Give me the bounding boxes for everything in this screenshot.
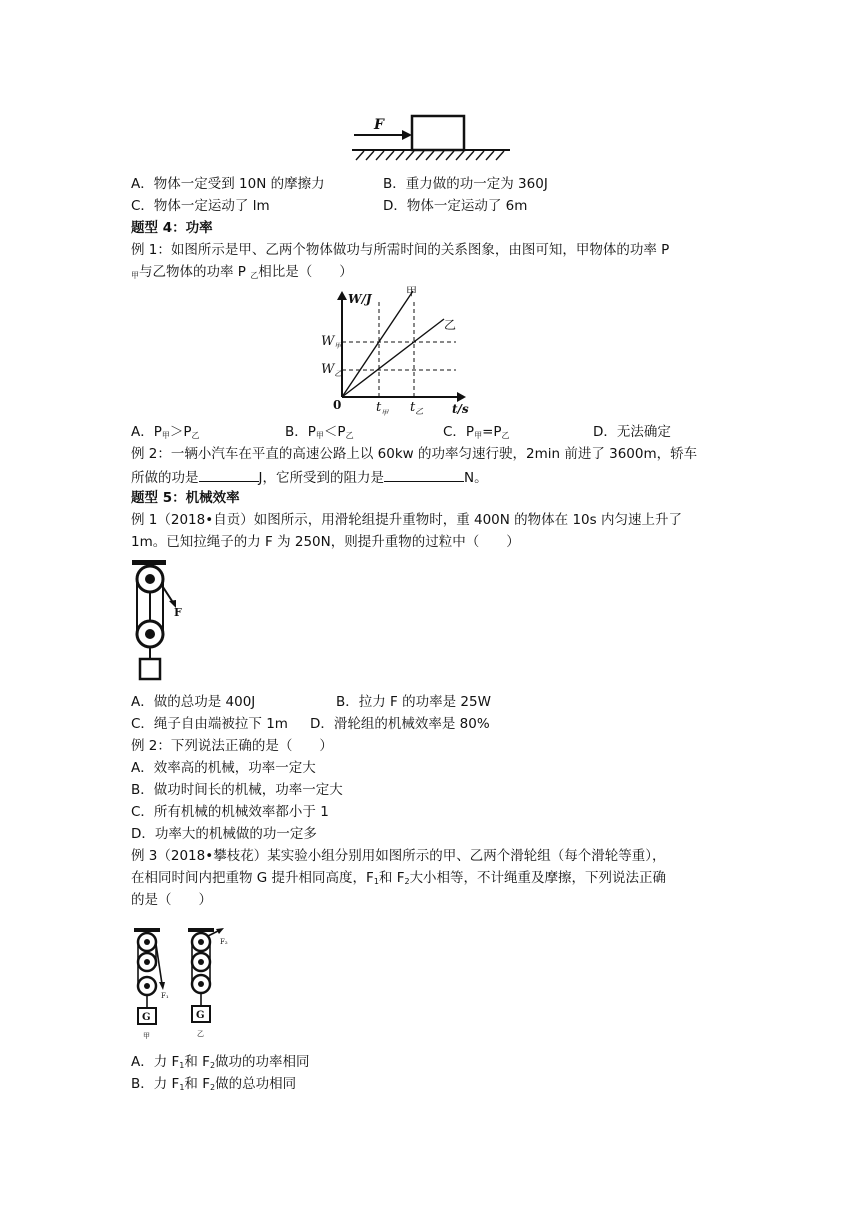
line-jia [342, 291, 413, 397]
s5-ex3-option-a: A．力 $F_1$和 $F_2$做功的功率相同 [131, 1054, 310, 1070]
s4-ex1-option-d: D．无法确定 [593, 424, 671, 440]
section-4-title: 题型 4：功率 [131, 220, 213, 236]
option-c: C．物体一定运动了 lm [131, 198, 270, 214]
s5-ex3-line2: 在相同时间内把重物 G 提升相同高度，$F_1$和 $F_2$大小相等，不计绳重及摩擦，下列说法正确 [131, 870, 667, 886]
sub-jia: 甲 [131, 271, 139, 280]
force-label-f: F [374, 117, 384, 133]
caption-yi: 乙 [197, 1030, 204, 1038]
s4-ex1-option-a: A．$P_甲>P_乙$ [131, 424, 200, 440]
s5-ex2-option-c: C．所有机械的机械效率都小于 1 [131, 804, 329, 820]
s5-ex3-option-b: B．力 $F_1$和 $F_2$做的总功相同 [131, 1076, 297, 1092]
s4-ex1-line2-mid: 与乙物体的功率 P [139, 264, 246, 280]
block-force-figure [350, 112, 512, 164]
option-b: B．重力做的功一定为 360J [383, 176, 548, 192]
line-yi-label: 乙 [444, 318, 457, 332]
s4-ex1-line2 [131, 263, 353, 285]
s4-ex1-line2-end: 相比是（ ） [258, 264, 353, 280]
line-yi [342, 319, 444, 397]
pulley-force-label: F [174, 606, 182, 619]
origin-label: 0 [333, 398, 342, 412]
weight-g-right: G [196, 1010, 205, 1021]
weight-g-left: G [142, 1012, 151, 1023]
s5-ex1-option-b: B．拉力 F 的功率是 25W [336, 694, 491, 710]
caption-jia: 甲 [143, 1032, 150, 1040]
s5-ex2-option-b: B．做功时间长的机械，功率一定大 [131, 782, 343, 798]
option-d: D．物体一定运动了 6m [383, 198, 528, 214]
s5-ex3-line3: 的是（ ） [131, 892, 212, 908]
f1-label: F₁ [161, 992, 169, 1000]
answer-blank-work[interactable] [199, 467, 259, 482]
s5-ex1-option-a: A．做的总功是 400J [131, 694, 256, 710]
s4-ex1-line1: 例 1：如图所示是甲、乙两个物体做功与所需时间的关系图象，由图可知，甲物体的功率 P [131, 242, 670, 258]
s5-ex3-line1: 例 3（2018•攀枝花）某实验小组分别用如图所示的甲、乙两个滑轮组（每个滑轮等重）， [131, 848, 666, 864]
w-yi-label: $W_乙$ [321, 362, 343, 378]
answer-blank-resistance[interactable] [384, 467, 464, 482]
line-jia-label: 甲 [406, 285, 417, 298]
s5-ex1-line1: 例 1（2018•自贡）如图所示，用滑轮组提升重物时，重 400N 的物体在 10s 内匀速上升了 [131, 512, 682, 528]
work-time-graph [318, 285, 478, 420]
x-axis-label: t/s [452, 402, 469, 416]
s5-ex2-option-a: A．效率高的机械，功率一定大 [131, 760, 316, 776]
t-yi-label: $t_乙$ [410, 400, 424, 416]
pulley-system-figure [126, 556, 190, 688]
s5-ex2-option-d: D．功率大的机械做的功一定多 [131, 826, 317, 842]
option-a: A．物体一定受到 10N 的摩擦力 [131, 176, 325, 192]
s4-ex2-line1: 例 2：一辆小汽车在平直的高速公路上以 60kw 的功率匀速行驶，2min 前进了 3600m，轿车 [131, 446, 698, 462]
s5-ex1-option-d: D．滑轮组的机械效率是 80% [310, 716, 490, 732]
two-pulley-sets-figure [128, 926, 234, 1044]
s5-ex1-line2: 1m。已知拉绳子的力 F 为 250N，则提升重物的过粒中（ ） [131, 534, 520, 550]
sub-yi: 乙 [250, 271, 259, 280]
y-axis-label: W/J [348, 292, 372, 306]
s4-ex1-option-c: C．$P_甲=P_乙$ [443, 424, 510, 440]
s5-ex1-option-c: C．绳子自由端被拉下 1m [131, 716, 288, 732]
section-5-title: 题型 5：机械效率 [131, 490, 240, 506]
t-jia-label: $t_甲$ [376, 400, 389, 417]
s4-ex1-option-b: B．$P_甲<P_乙$ [285, 424, 354, 440]
f2-label: F₂ [220, 938, 228, 946]
s4-ex2-line2: 所做的功是 J，它所受到的阻力是 N。 [131, 467, 488, 487]
s5-ex2-stem: 例 2：下列说法正确的是（ ） [131, 738, 333, 754]
w-jia-label: $W_甲$ [321, 334, 342, 350]
